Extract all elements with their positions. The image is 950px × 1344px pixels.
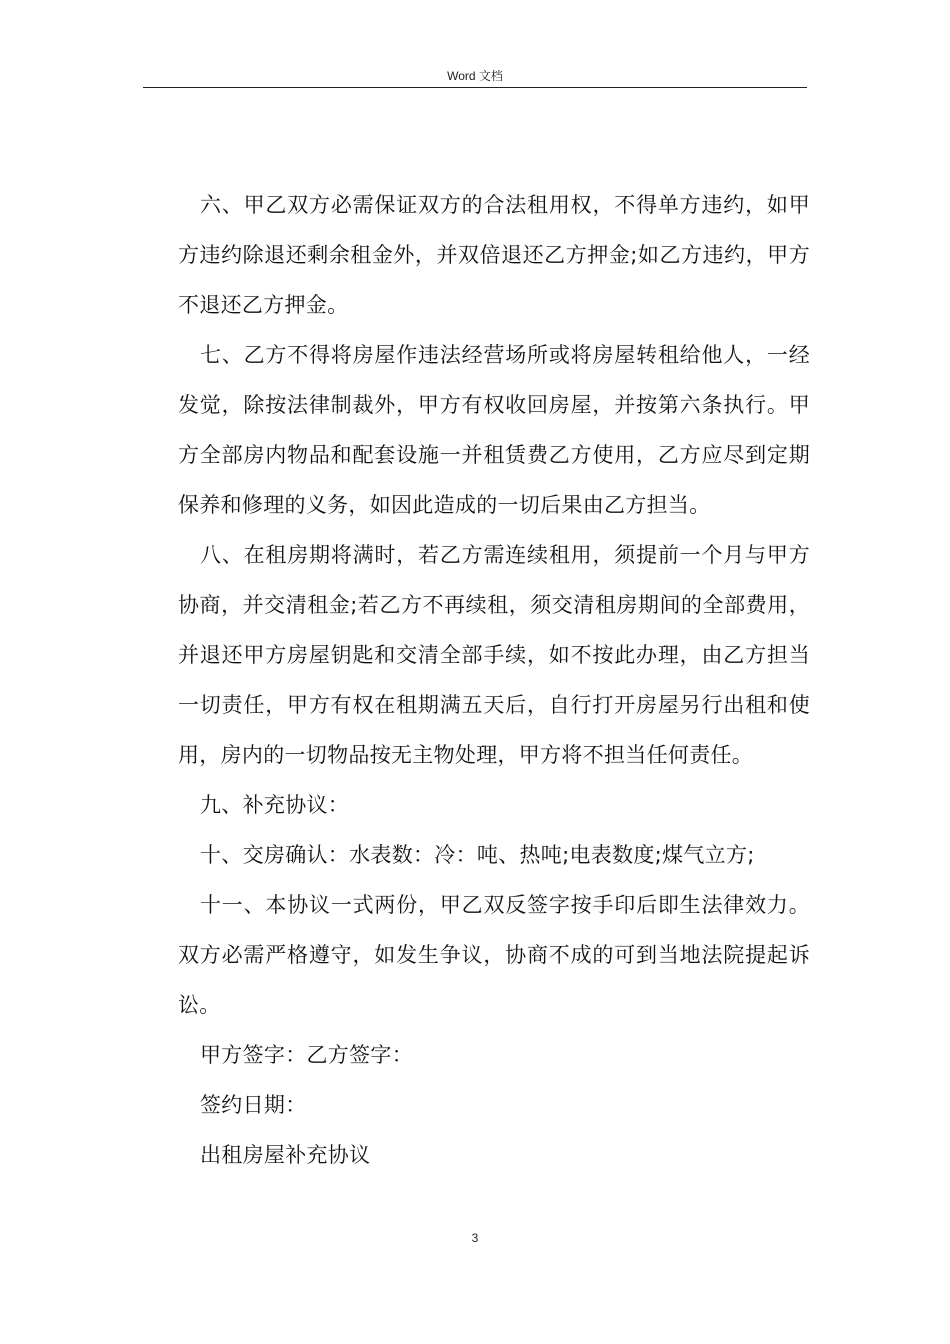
signature-line: 甲方签字：乙方签字： xyxy=(200,1043,413,1067)
sign-date-line: 签约日期： xyxy=(200,1093,307,1117)
clause-8-paragraph: 八、在租房期将满时，若乙方需连续租用，须提前一个月与甲方协商，并交清租金;若乙方不再续租，须交清租房期间的全部费用，并退还甲方房屋钥匙和交清全部手续，如不按此办理，由乙方担当一切责任，甲方有权在租期满五天后，自行打开房屋另行出租和使用，房内的一切物品按无主物处理，甲方将不担当任何责任。 xyxy=(178,543,810,767)
clause-10-paragraph: 十、交房确认：水表数：冷：吨、热吨;电表数度;煤气立方; xyxy=(200,843,755,867)
document-header-title: Word 文档 xyxy=(447,69,503,83)
clause-6-paragraph: 六、甲乙双方必需保证双方的合法租用权，不得单方违约，如甲方违约除退还剩余租金外，并双倍退还乙方押金;如乙方违约，甲方不退还乙方押金。 xyxy=(178,193,810,317)
document-body xyxy=(178,180,810,1180)
section-heading: 出租房屋补充协议 xyxy=(200,1143,371,1167)
page-number: 3 xyxy=(471,1231,479,1245)
clause-11-paragraph: 十一、本协议一式两份，甲乙双反签字按手印后即生法律效力。双方必需严格遵守，如发生争议，协商不成的可到当地法院提起诉讼。 xyxy=(178,893,810,1017)
clause-7-paragraph: 七、乙方不得将房屋作违法经营场所或将房屋转租给他人，一经发觉，除按法律制裁外，甲方有权收回房屋，并按第六条执行。甲方全部房内物品和配套设施一并租赁费乙方使用，乙方应尽到定期保养和修理的义务，如因此造成的一切后果由乙方担当。 xyxy=(178,343,810,517)
clause-9-paragraph: 九、补充协议： xyxy=(200,793,350,817)
header-divider xyxy=(143,87,807,88)
